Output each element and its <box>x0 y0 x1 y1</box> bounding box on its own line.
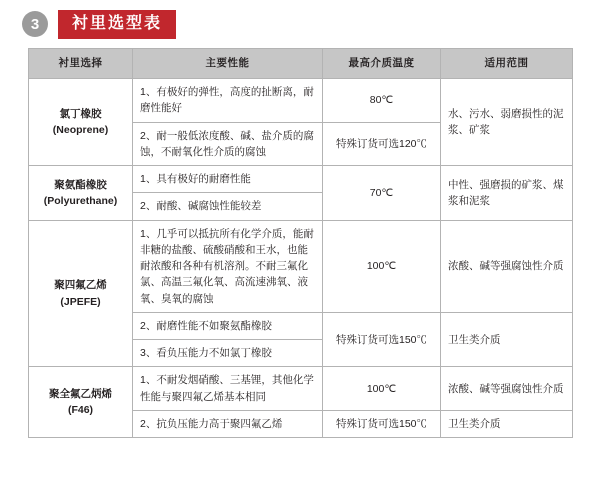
section-number-badge: 3 <box>22 11 48 37</box>
application-scope-cell: 中性、强磨损的矿浆、煤浆和泥浆 <box>441 166 573 221</box>
page-title: 衬里选型表 <box>58 10 176 39</box>
performance-cell: 2、抗负压能力高于聚四氟乙烯 <box>133 410 323 437</box>
lining-category-line: 聚全氟乙炳烯 <box>49 388 112 401</box>
max-temperature-cell: 100℃ <box>323 220 441 312</box>
application-scope-cell: 浓酸、碱等强腐蚀性介质 <box>441 220 573 312</box>
performance-cell: 2、耐磨性能不如聚氨酯橡胶 <box>133 312 323 339</box>
column-header-max-temperature: 最高介质温度 <box>323 49 441 79</box>
application-scope-cell: 卫生类介质 <box>441 312 573 367</box>
column-header-application: 适用范围 <box>441 49 573 79</box>
max-temperature-cell: 特殊订货可选120℃ <box>323 122 441 166</box>
max-temperature-cell: 特殊订货可选150℃ <box>323 410 441 437</box>
max-temperature-cell: 80℃ <box>323 79 441 123</box>
lining-category-line: (F46) <box>67 404 94 417</box>
lining-category-line: (Neoprene) <box>52 124 109 137</box>
performance-cell: 2、耐酸、碱腐蚀性能较差 <box>133 193 323 220</box>
lining-category-line: (JPEFE) <box>60 295 101 308</box>
table-head <box>29 49 573 79</box>
lining-category-line: 氯丁橡胶 <box>59 107 102 120</box>
column-header-lining: 衬里选择 <box>29 49 133 79</box>
lining-selection-table <box>28 48 573 438</box>
lining-category-cell <box>29 166 133 221</box>
lining-category-cell <box>29 79 133 166</box>
column-header-performance: 主要性能 <box>133 49 323 79</box>
performance-cell: 2、耐一般低浓度酸、碱、盐介质的腐蚀，不耐氧化性介质的腐蚀 <box>133 122 323 166</box>
max-temperature-cell: 特殊订货可选150℃ <box>323 312 441 367</box>
max-temperature-cell: 70℃ <box>323 166 441 221</box>
table-row <box>29 367 573 411</box>
performance-cell: 3、看负压能力不如氯丁橡胶 <box>133 340 323 367</box>
performance-cell: 1、有极好的弹性，高度的扯断离，耐磨性能好 <box>133 79 323 123</box>
lining-category-line: 聚氨酯橡胶 <box>54 178 107 191</box>
lining-category-line: 聚四氟乙烯 <box>54 279 107 292</box>
table-row <box>29 220 573 312</box>
application-scope-cell: 浓酸、碱等强腐蚀性介质 <box>441 367 573 411</box>
table-header-row <box>29 49 573 79</box>
performance-cell: 1、不耐发烟硝酸、三基锂，其他化学性能与聚四氟乙烯基本相同 <box>133 367 323 411</box>
application-scope-cell: 卫生类介质 <box>441 410 573 437</box>
table-row <box>29 79 573 123</box>
max-temperature-cell: 100℃ <box>323 367 441 411</box>
table-container <box>0 40 600 438</box>
page-header <box>0 0 600 40</box>
lining-category-cell <box>29 367 133 438</box>
table-body <box>29 79 573 438</box>
application-scope-cell: 水、污水、弱磨损性的泥浆、矿浆 <box>441 79 573 166</box>
table-row <box>29 166 573 193</box>
lining-category-cell <box>29 220 133 367</box>
performance-cell: 1、几乎可以抵抗所有化学介质，能耐非糖的盐酸、硫酸硝酸和王水，也能耐浓酸和各种有机溶剂。不耐三氟化氯、高温三氟化氧、高流速沸氧、液氧、臭氧的腐蚀 <box>133 220 323 312</box>
performance-cell: 1、具有极好的耐磨性能 <box>133 166 323 193</box>
lining-category-line: (Polyurethane) <box>43 194 118 207</box>
